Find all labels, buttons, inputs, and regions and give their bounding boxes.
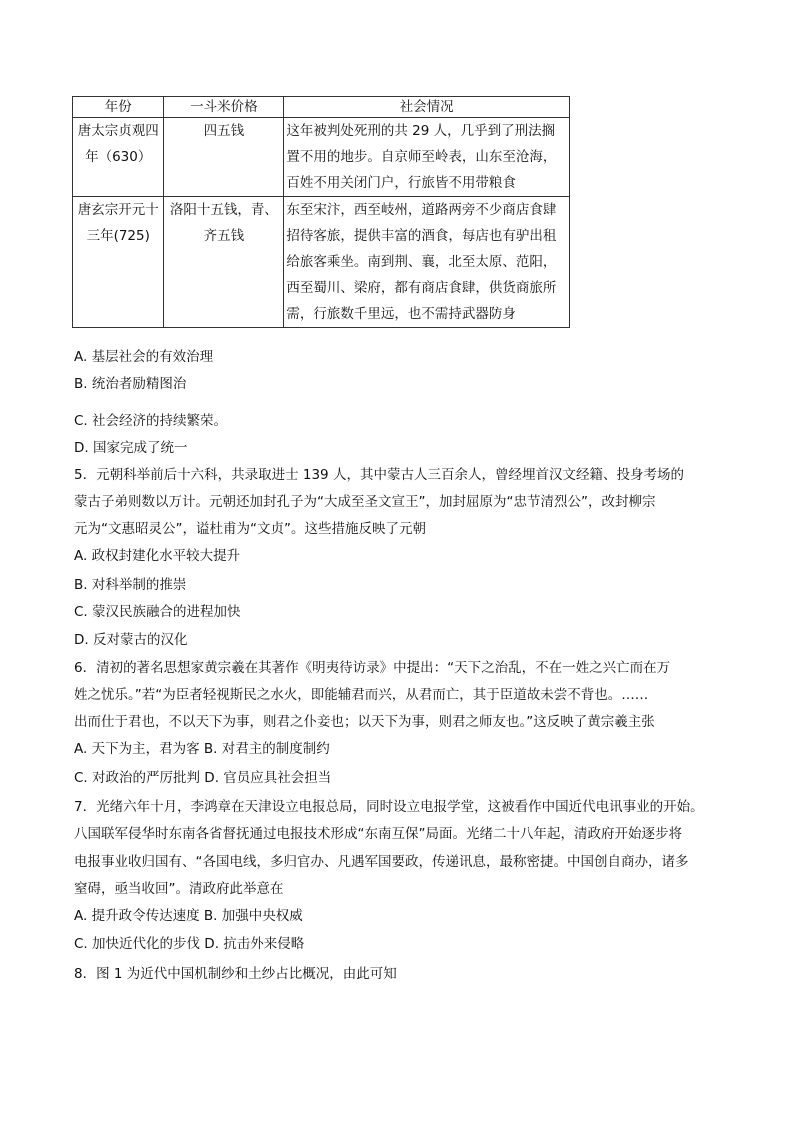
row2-situation-line-3: 给旅客乘坐。南到荆、襄，北至太原、范阳， — [286, 254, 557, 270]
row1-price-line-1: 四五钱 — [203, 123, 245, 139]
question-7-line-4: 窒碍，亟当收回”。清政府此举意在 — [74, 881, 284, 897]
row1-year-line-1: 唐太宗贞观四 — [77, 123, 159, 139]
history-data-table — [72, 96, 570, 328]
header-rice-price: 一斗米价格 — [164, 97, 284, 118]
question-6-line-3: 出而仕于君也，不以天下为事，则君之仆妾也；以天下为事，则君之师友也。”这反映了黄宗羲主张 — [74, 714, 655, 730]
question-7-line-3: 电报事业收归国有、“各国电线，多归官办、凡遇军国要政，传递讯息，最称密捷。中国创自商办，诸多 — [74, 854, 689, 870]
row2-situation-line-4: 西至蜀川、梁府，都有商店食肆，供货商旅所 — [286, 280, 557, 296]
question-5-line-1: 5．元朝科举前后十六科，共录取进士 139 人，其中蒙古人三百余人，曾经埋首汉文经籍、投身考场的 — [74, 467, 684, 483]
option-b-q5: B. 对科举制的推崇 — [74, 577, 187, 593]
question-6-line-2: 姓之忧乐。”若“为臣者轻视斯民之水火，即能辅君而兴，从君而亡，其于臣道故未尝不背也。…… — [74, 687, 649, 703]
header-social-situation: 社会情况 — [284, 97, 570, 118]
options-ab-q7: A. 提升政令传达速度 B. 加强中央权威 — [74, 908, 303, 924]
row2-year-line-2: 三年(725) — [86, 228, 150, 244]
option-a-q4: A. 基层社会的有效治理 — [74, 349, 214, 365]
row2-situation-line-1: 东至宋汴，西至岐州，道路两旁不少商店食肆 — [286, 202, 557, 218]
question-7-line-1: 7．光绪六年十月，李鸿章在天津设立电报总局，同时设立电报学堂，这被看作中国近代电讯事业的开始。 — [74, 799, 704, 815]
row1-price-cell — [164, 118, 284, 197]
row2-year-cell — [73, 197, 164, 328]
row2-price-line-1: 洛阳十五钱，青、 — [169, 202, 278, 218]
header-year: 年份 — [73, 97, 164, 118]
question-7-line-2: 八国联军侵华时东南各省督抚通过电报技术形成“东南互保”局面。光绪二十八年起，清政府开始逐步将 — [74, 826, 682, 842]
option-d-q5: D. 反对蒙古的汉化 — [74, 632, 188, 648]
options-cd-q6: C. 对政治的严厉批判 D. 官员应具社会担当 — [74, 770, 332, 786]
row1-situation-line-1: 这年被判处死刑的共 29 人，几乎到了刑法搁 — [286, 123, 556, 139]
row1-situation-cell — [284, 118, 570, 197]
row1-situation-line-2: 置不用的地步。自京师至岭表，山东至沧海， — [286, 149, 557, 165]
row2-situation-line-2: 招待客旅，提供丰富的酒食，每店也有驴出租 — [286, 228, 557, 244]
question-5-line-3: 元为“文惠昭灵公”，谥杜甫为“文贞”。这些措施反映了元朝 — [74, 521, 426, 537]
option-a-q5: A. 政权封建化水平较大提升 — [74, 548, 241, 564]
table-row — [73, 197, 570, 328]
question-6-line-1: 6．清初的著名思想家黄宗羲在其著作《明夷待访录》中提出：“天下之治乱，不在一姓之兴亡而在万 — [74, 660, 671, 676]
table-row — [73, 118, 570, 197]
question-8-line-1: 8．图 1 为近代中国机制纱和土纱占比概况，由此可知 — [74, 966, 397, 982]
option-c-q5: C. 蒙汉民族融合的进程加快 — [74, 604, 241, 620]
row2-year-line-1: 唐玄宗开元十 — [77, 202, 159, 218]
row2-situation-cell — [284, 197, 570, 328]
row2-price-line-2: 齐五钱 — [203, 228, 245, 244]
row1-situation-line-3: 百姓不用关闭门户，行旅皆不用带粮食 — [286, 175, 516, 191]
row2-price-cell — [164, 197, 284, 328]
option-d-q4: D. 国家完成了统一 — [74, 440, 188, 456]
table-header-row — [73, 97, 570, 118]
option-b-q4: B. 统治者励精图治 — [74, 376, 187, 392]
row2-situation-line-5: 需，行旅数千里远，也不需持武器防身 — [286, 306, 516, 322]
options-ab-q6: A. 天下为主，君为客 B. 对君主的制度制约 — [74, 741, 330, 757]
row1-year-line-2: 年（630） — [85, 149, 152, 165]
question-5-line-2: 蒙古子弟则数以万计。元朝还加封孔子为“大成至圣文宣王”，加封屈原为“忠节清烈公”，改封柳宗 — [74, 494, 656, 510]
row1-year-cell — [73, 118, 164, 197]
option-c-q4: C. 社会经济的持续繁荣。 — [74, 413, 228, 429]
options-cd-q7: C. 加快近代化的步伐 D. 抗击外来侵略 — [74, 936, 305, 952]
